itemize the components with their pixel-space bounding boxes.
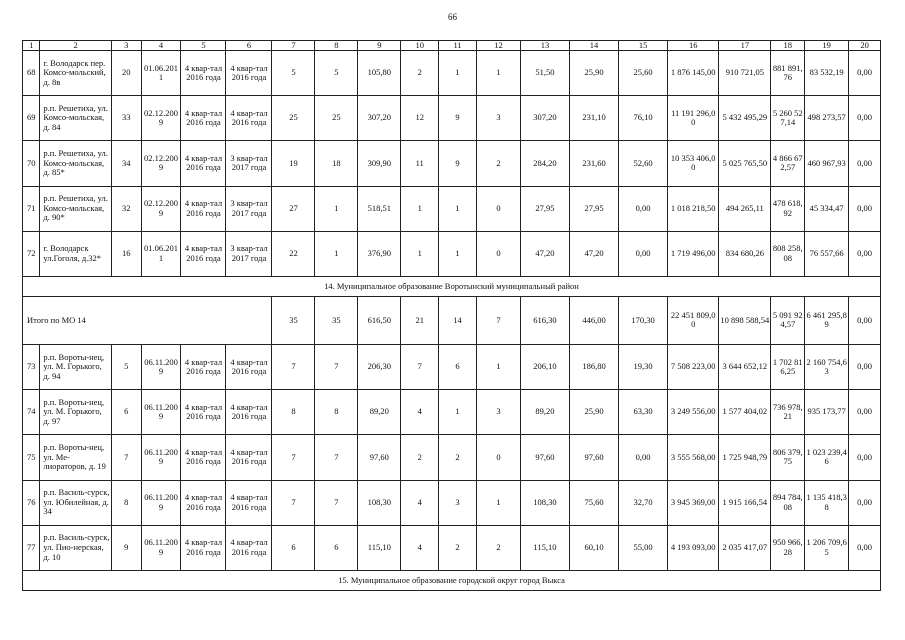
table-cell: 19: [272, 141, 315, 186]
total-cell: 21: [401, 296, 439, 344]
table-cell: 22: [272, 231, 315, 276]
table-row: [23, 186, 881, 231]
table-cell: 01.06.2011: [141, 51, 181, 96]
table-cell: 4 квар-тал 2016 года: [181, 51, 226, 96]
table-cell: 206,10: [520, 345, 569, 390]
table-cell: 4 квар-тал 2016 года: [226, 525, 272, 570]
table-cell: 97,60: [520, 435, 569, 480]
table-cell: 9: [439, 141, 477, 186]
table-cell: 4: [401, 525, 439, 570]
table-cell: 206,30: [358, 345, 401, 390]
table-cell: 11 191 296,00: [668, 96, 719, 141]
table-cell: 5 260 527,14: [771, 96, 805, 141]
section-15-title-row: [23, 570, 881, 590]
table-cell: 1: [315, 231, 358, 276]
column-number-row: [23, 41, 881, 51]
table-cell: 1: [439, 51, 477, 96]
table-cell: 8: [272, 390, 315, 435]
address-cell: р.п. Вороты-нец, ул. М. Горького, д. 94: [40, 345, 112, 390]
table-cell: 68: [23, 51, 40, 96]
table-cell: 60,10: [570, 525, 619, 570]
table-cell: 2: [401, 435, 439, 480]
table-cell: 25,90: [570, 390, 619, 435]
table-cell: 284,20: [520, 141, 569, 186]
table-cell: 7: [111, 435, 141, 480]
table-cell: 25,90: [570, 51, 619, 96]
table-cell: 1: [439, 390, 477, 435]
table-cell: 73: [23, 345, 40, 390]
total-cell: 35: [272, 296, 315, 344]
column-number: 4: [141, 41, 181, 51]
column-number: 19: [805, 41, 849, 51]
total-cell: 0,00: [849, 296, 881, 344]
table-cell: 2: [439, 525, 477, 570]
table-cell: 4 квар-тал 2016 года: [226, 435, 272, 480]
table-cell: 1: [476, 51, 520, 96]
table-cell: 0,00: [619, 186, 668, 231]
table-cell: 3 555 568,00: [668, 435, 719, 480]
table-cell: 3 945 369,00: [668, 480, 719, 525]
table-cell: 1: [401, 186, 439, 231]
table-cell: 02.12.2009: [141, 186, 181, 231]
table-cell: 72: [23, 231, 40, 276]
table-cell: 108,30: [358, 480, 401, 525]
table-cell: 1 719 496,00: [668, 231, 719, 276]
table-cell: 70: [23, 141, 40, 186]
table-cell: 5: [272, 51, 315, 96]
table-cell: 06.11.2009: [141, 390, 181, 435]
table-cell: 1 206 709,65: [805, 525, 849, 570]
column-number: 20: [849, 41, 881, 51]
table-cell: 108,30: [520, 480, 569, 525]
table-cell: 3: [476, 96, 520, 141]
table-cell: 7 508 223,00: [668, 345, 719, 390]
table-cell: 76: [23, 480, 40, 525]
table-cell: 478 618,92: [771, 186, 805, 231]
table-cell: 1 577 404,02: [719, 390, 771, 435]
table-cell: 2: [476, 141, 520, 186]
table-cell: 0,00: [849, 435, 881, 480]
table-cell: 06.11.2009: [141, 435, 181, 480]
table-cell: 950 966,28: [771, 525, 805, 570]
total-label: Итого по МО 14: [23, 296, 272, 344]
column-number: 3: [111, 41, 141, 51]
table-cell: 0,00: [849, 480, 881, 525]
table-cell: 5: [315, 51, 358, 96]
table-cell: 2: [439, 435, 477, 480]
table-cell: 47,20: [520, 231, 569, 276]
table-cell: 3 квар-тал 2017 года: [226, 141, 272, 186]
table-cell: 8: [315, 390, 358, 435]
table-cell: 1 018 218,50: [668, 186, 719, 231]
column-number: 7: [272, 41, 315, 51]
address-cell: р.п. Решетиха, ул. Комсо-мольская, д. 85*: [40, 141, 112, 186]
table-cell: 83 532,19: [805, 51, 849, 96]
table-cell: 2 035 417,07: [719, 525, 771, 570]
table-cell: 27: [272, 186, 315, 231]
table-cell: 806 379,75: [771, 435, 805, 480]
table-cell: 0,00: [849, 345, 881, 390]
table-cell: 4: [401, 390, 439, 435]
table-cell: 1: [439, 231, 477, 276]
column-number: 18: [771, 41, 805, 51]
table-cell: 4 квар-тал 2016 года: [181, 96, 226, 141]
table-cell: 20: [111, 51, 141, 96]
table-cell: 7: [315, 435, 358, 480]
table-cell: 32: [111, 186, 141, 231]
column-number: 11: [439, 41, 477, 51]
table-cell: 5 432 495,29: [719, 96, 771, 141]
table-cell: 9: [439, 96, 477, 141]
table-cell: 11: [401, 141, 439, 186]
table-cell: 115,10: [520, 525, 569, 570]
total-row: [23, 296, 881, 344]
table-cell: 1 915 166,54: [719, 480, 771, 525]
table-cell: 4 квар-тал 2016 года: [181, 480, 226, 525]
table-row: [23, 390, 881, 435]
total-cell: 5 091 924,57: [771, 296, 805, 344]
column-number: 8: [315, 41, 358, 51]
table-cell: 307,20: [358, 96, 401, 141]
table-cell: 51,50: [520, 51, 569, 96]
table-row: [23, 231, 881, 276]
table-cell: 55,00: [619, 525, 668, 570]
table-cell: 4 квар-тал 2016 года: [181, 435, 226, 480]
address-cell: р.п. Решетиха, ул. Комсо-мольская, д. 84: [40, 96, 112, 141]
total-cell: 7: [476, 296, 520, 344]
table-cell: 0: [476, 231, 520, 276]
table-cell: 1: [439, 186, 477, 231]
table-cell: 27,95: [570, 186, 619, 231]
table-cell: 4 193 093,00: [668, 525, 719, 570]
column-number: 13: [520, 41, 569, 51]
table-cell: 5: [111, 345, 141, 390]
table-cell: 76 557,66: [805, 231, 849, 276]
total-cell: 22 451 809,00: [668, 296, 719, 344]
table-cell: 06.11.2009: [141, 525, 181, 570]
table-cell: 97,60: [570, 435, 619, 480]
table-cell: 0: [476, 435, 520, 480]
column-number: 2: [40, 41, 112, 51]
table-cell: 4 квар-тал 2016 года: [181, 141, 226, 186]
table-cell: 7: [272, 435, 315, 480]
table-cell: 3 644 652,12: [719, 345, 771, 390]
column-number: 6: [226, 41, 272, 51]
table-cell: 1 876 145,00: [668, 51, 719, 96]
table-cell: 6: [272, 525, 315, 570]
section-14-title: 14. Муниципальное образование Воротынский муниципальный район: [23, 276, 881, 296]
column-number: 12: [476, 41, 520, 51]
table-cell: 3: [439, 480, 477, 525]
table-cell: 6: [315, 525, 358, 570]
table-cell: 0,00: [849, 186, 881, 231]
table-cell: 498 273,57: [805, 96, 849, 141]
table-cell: 89,20: [358, 390, 401, 435]
table-cell: 7: [272, 345, 315, 390]
column-number: 10: [401, 41, 439, 51]
total-cell: 616,30: [520, 296, 569, 344]
table-cell: 7: [315, 480, 358, 525]
table-cell: 4 квар-тал 2016 года: [181, 231, 226, 276]
column-number: 9: [358, 41, 401, 51]
table-cell: 1 702 816,25: [771, 345, 805, 390]
total-cell: 6 461 295,89: [805, 296, 849, 344]
table-cell: 808 258,08: [771, 231, 805, 276]
table-cell: 74: [23, 390, 40, 435]
table-cell: 8: [111, 480, 141, 525]
table-cell: 1: [476, 345, 520, 390]
total-cell: 170,30: [619, 296, 668, 344]
table-cell: 06.11.2009: [141, 345, 181, 390]
table-cell: 5 025 765,50: [719, 141, 771, 186]
table-cell: 02.12.2009: [141, 141, 181, 186]
table-cell: 186,80: [570, 345, 619, 390]
table-cell: 0,00: [849, 525, 881, 570]
table-cell: 3: [476, 390, 520, 435]
table-cell: 76,10: [619, 96, 668, 141]
table-row: [23, 480, 881, 525]
table-cell: 69: [23, 96, 40, 141]
table-row: [23, 435, 881, 480]
table-cell: 4 квар-тал 2016 года: [226, 480, 272, 525]
table-cell: 32,70: [619, 480, 668, 525]
address-cell: р.п. Василь-сурск, ул. Юбилейная, д. 34: [40, 480, 112, 525]
table-cell: 0: [476, 186, 520, 231]
table-cell: 3 249 556,00: [668, 390, 719, 435]
column-number: 16: [668, 41, 719, 51]
table-row: [23, 51, 881, 96]
table-cell: 0,00: [849, 51, 881, 96]
column-number: 17: [719, 41, 771, 51]
table-cell: 1: [476, 480, 520, 525]
table-cell: 47,20: [570, 231, 619, 276]
table-cell: 1: [315, 186, 358, 231]
table-cell: 115,10: [358, 525, 401, 570]
table-cell: 18: [315, 141, 358, 186]
table-cell: 71: [23, 186, 40, 231]
table-cell: 881 891,76: [771, 51, 805, 96]
table-cell: 0,00: [619, 435, 668, 480]
table-cell: 77: [23, 525, 40, 570]
table-cell: 75: [23, 435, 40, 480]
column-number: 5: [181, 41, 226, 51]
address-cell: г. Володарск ул.Гоголя, д.32*: [40, 231, 112, 276]
table-cell: 33: [111, 96, 141, 141]
table-cell: 0,00: [849, 96, 881, 141]
table-cell: 4 квар-тал 2016 года: [181, 186, 226, 231]
column-number: 15: [619, 41, 668, 51]
table-cell: 7: [315, 345, 358, 390]
address-cell: р.п. Решетиха, ул. Комсо-мольская, д. 90*: [40, 186, 112, 231]
table-cell: 3 квар-тал 2017 года: [226, 231, 272, 276]
table-cell: 6: [439, 345, 477, 390]
table-cell: 7: [272, 480, 315, 525]
table-row: [23, 345, 881, 390]
table-cell: 736 978,21: [771, 390, 805, 435]
table-cell: 2: [401, 51, 439, 96]
column-number: 1: [23, 41, 40, 51]
table-cell: 376,90: [358, 231, 401, 276]
table-cell: 1 023 239,46: [805, 435, 849, 480]
table-cell: 4 квар-тал 2016 года: [226, 51, 272, 96]
address-cell: г. Володарск пер. Комсо-мольский, д. 8в: [40, 51, 112, 96]
table-cell: 9: [111, 525, 141, 570]
table-cell: 4 квар-тал 2016 года: [181, 390, 226, 435]
table-cell: 63,30: [619, 390, 668, 435]
total-cell: 446,00: [570, 296, 619, 344]
table-cell: 2 160 754,63: [805, 345, 849, 390]
housing-table: [22, 40, 881, 591]
table-cell: 1: [401, 231, 439, 276]
table-cell: 231,10: [570, 96, 619, 141]
table-cell: 1 725 948,79: [719, 435, 771, 480]
table-cell: 4 866 672,57: [771, 141, 805, 186]
table-cell: 7: [401, 345, 439, 390]
section-14-title-row: [23, 276, 881, 296]
table-cell: 16: [111, 231, 141, 276]
table-cell: 97,60: [358, 435, 401, 480]
total-cell: 616,50: [358, 296, 401, 344]
total-cell: 35: [315, 296, 358, 344]
total-cell: 14: [439, 296, 477, 344]
table-cell: 45 334,47: [805, 186, 849, 231]
table-cell: 494 265,11: [719, 186, 771, 231]
page-number: 66: [448, 12, 457, 22]
table-cell: 935 173,77: [805, 390, 849, 435]
table-row: [23, 96, 881, 141]
table-row: [23, 141, 881, 186]
table-cell: 89,20: [520, 390, 569, 435]
table-cell: 25: [315, 96, 358, 141]
address-cell: р.п. Вороты-нец, ул. Ме-лиораторов, д. 19: [40, 435, 112, 480]
table-cell: 105,80: [358, 51, 401, 96]
table-cell: 518,51: [358, 186, 401, 231]
table-cell: 2: [476, 525, 520, 570]
table-cell: 27,95: [520, 186, 569, 231]
table-cell: 4 квар-тал 2016 года: [226, 96, 272, 141]
table-cell: 19,30: [619, 345, 668, 390]
table-cell: 307,20: [520, 96, 569, 141]
table-cell: 52,60: [619, 141, 668, 186]
table-cell: 4 квар-тал 2016 года: [181, 525, 226, 570]
table-cell: 3 квар-тал 2017 года: [226, 186, 272, 231]
table-cell: 4: [401, 480, 439, 525]
table-cell: 460 967,93: [805, 141, 849, 186]
table-cell: 01.06.2011: [141, 231, 181, 276]
table-cell: 25,60: [619, 51, 668, 96]
table-row: [23, 525, 881, 570]
table-cell: 0,00: [849, 141, 881, 186]
table-cell: 309,90: [358, 141, 401, 186]
table-cell: 0,00: [619, 231, 668, 276]
table-cell: 02.12.2009: [141, 96, 181, 141]
total-cell: 10 898 588,54: [719, 296, 771, 344]
table-cell: 6: [111, 390, 141, 435]
table-cell: 25: [272, 96, 315, 141]
table-cell: 10 353 406,00: [668, 141, 719, 186]
table-cell: 34: [111, 141, 141, 186]
table-cell: 12: [401, 96, 439, 141]
column-number: 14: [570, 41, 619, 51]
table-cell: 231,60: [570, 141, 619, 186]
address-cell: р.п. Василь-сурск, ул. Пио-нерская, д. 10: [40, 525, 112, 570]
table-cell: 1 135 418,38: [805, 480, 849, 525]
table-cell: 0,00: [849, 390, 881, 435]
address-cell: р.п. Вороты-нец, ул. М. Горького, д. 97: [40, 390, 112, 435]
table-cell: 894 784,08: [771, 480, 805, 525]
table-cell: 4 квар-тал 2016 года: [226, 345, 272, 390]
table-cell: 06.11.2009: [141, 480, 181, 525]
table-cell: 4 квар-тал 2016 года: [226, 390, 272, 435]
table-cell: 4 квар-тал 2016 года: [181, 345, 226, 390]
table-cell: 0,00: [849, 231, 881, 276]
section-15-title: 15. Муниципальное образование городской округ город Выкса: [23, 570, 881, 590]
table-cell: 75,60: [570, 480, 619, 525]
table-cell: 834 680,26: [719, 231, 771, 276]
table-cell: 910 721,05: [719, 51, 771, 96]
